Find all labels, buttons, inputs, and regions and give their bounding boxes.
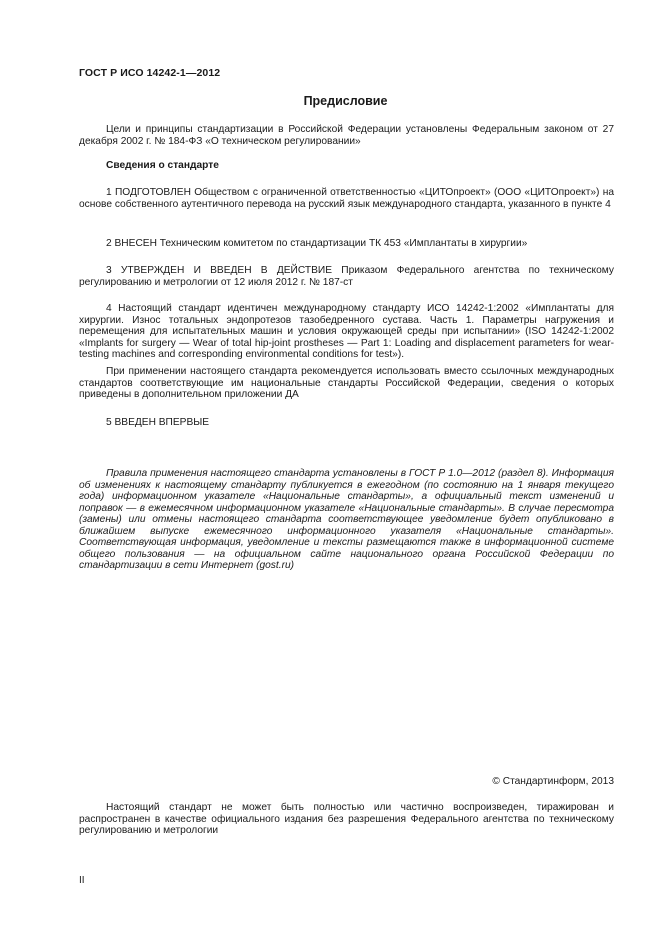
item-4-paragraph: 4 Настоящий стандарт идентичен международному стандарту ИСО 14242-1:2002 «Имплантаты для хирургии. Износ тотальных эндопротезов тазобедренного сустава. Часть 1. Параметры нагружения и перемещения для испытательных машин и условия окружающей среды при испытании» (ISO 14242-1:2002 «Implants for surgery — Wear of total hip-joint prostheses — Part 1: Loading and displacement parameters for wear-testing machines and corresponding environmental conditions for test»). — [79, 303, 614, 360]
references-paragraph: При применении настоящего стандарта рекомендуется использовать вместо ссылочных международных стандартов соответствующие им национальные стандарты Российской Федерации, сведения о которых приведены в дополнительном приложении ДА — [79, 366, 614, 400]
page-title: Предисловие — [303, 94, 388, 108]
item-5-paragraph: 5 ВВЕДЕН ВПЕРВЫЕ — [106, 417, 210, 428]
item-3-paragraph: 3 УТВЕРЖДЕН И ВВЕДЕН В ДЕЙСТВИЕ Приказом Федерального агентства по техническому регулированию и метрологии от 12 июля 2012 г. № 187-ст — [79, 265, 614, 288]
page-number: II — [79, 875, 85, 886]
reproduction-notice-paragraph: Настоящий стандарт не может быть полностью или частично воспроизведен, тиражирован и распространен в качестве официального издания без разрешения Федерального агентства по техническому регулированию и метрологии — [79, 802, 614, 836]
document-header: ГОСТ Р ИСО 14242-1—2012 — [79, 67, 221, 79]
section-heading: Сведения о стандарте — [106, 160, 219, 171]
copyright-line: © Стандартинформ, 2013 — [492, 776, 614, 787]
intro-paragraph: Цели и принципы стандартизации в Российской Федерации установлены Федеральным законом от 27 декабря 2002 г. № 184-ФЗ «О техническом регулировании» — [79, 124, 614, 147]
rules-notice-paragraph: Правила применения настоящего стандарта установлены в ГОСТ Р 1.0—2012 (раздел 8). Информация об изменениях к настоящему стандарту публикуется в ежегодном (по состоянию на 1 января текущего года) информационном указателе «Национальные стандарты», а официальный текст изменений и поправок — в ежемесячном информационном указателе «Национальные стандарты». В случае пересмотра (замены) или отмены настоящего стандарта соответствующее уведомление будет опубликовано в ближайшем выпуске ежемесячного информационного указателя «Национальные стандарты». Соответствующая информация, уведомление и тексты размещаются также в информационной системе общего пользования — на официальном сайте национального органа Российской Федерации по стандартизации в сети Интернет (gost.ru) — [79, 468, 614, 571]
item-2-paragraph: 2 ВНЕСЕН Техническим комитетом по стандартизации ТК 453 «Имплантаты в хирургии» — [106, 238, 528, 249]
item-1-paragraph: 1 ПОДГОТОВЛЕН Обществом с ограниченной ответственностью «ЦИТОпроект» (ООО «ЦИТОпроект») на основе собственного аутентичного перевода на русский язык международного стандарта, указанного в пункте 4 — [79, 187, 614, 210]
